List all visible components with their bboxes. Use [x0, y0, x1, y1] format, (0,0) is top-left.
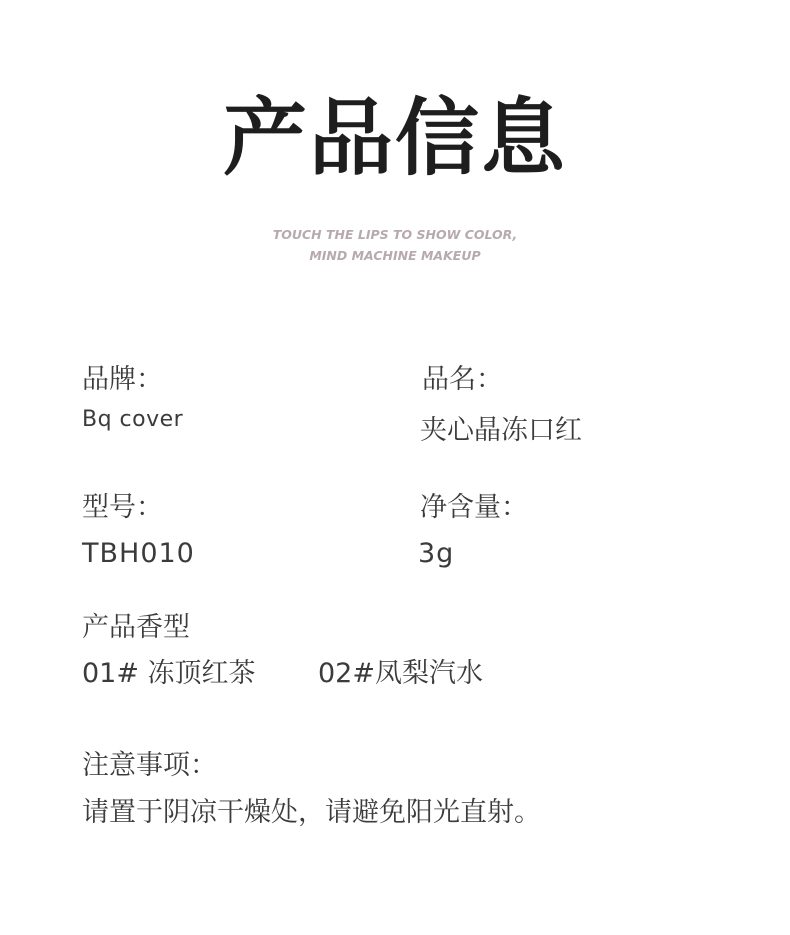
- notice-text: 请置于阴凉干燥处，请避免阳光直射。: [82, 797, 541, 828]
- notice-label: 注意事项：: [82, 750, 217, 781]
- product-name-label: 品名：: [422, 364, 503, 395]
- model-value: TBH010: [82, 538, 195, 569]
- tagline-line-2: MIND MACHINE MAKEUP: [309, 248, 481, 263]
- net-content-value: 3g: [418, 538, 455, 569]
- brand-logo: Bq cover: [82, 407, 184, 432]
- page-title: 产品信息: [222, 89, 567, 187]
- fragrance-option-1: 01# 冻顶红茶: [82, 658, 256, 689]
- fragrance-option-2: 02#凤梨汽水: [318, 658, 483, 689]
- fragrance-label: 产品香型: [82, 612, 190, 643]
- brand-label: 品牌：: [82, 364, 163, 395]
- model-label: 型号：: [82, 492, 163, 523]
- product-name-value: 夹心晶冻口红: [420, 415, 582, 446]
- net-content-label: 净含量：: [420, 492, 528, 523]
- tagline-line-1: TOUCH THE LIPS TO SHOW COLOR,: [272, 227, 518, 242]
